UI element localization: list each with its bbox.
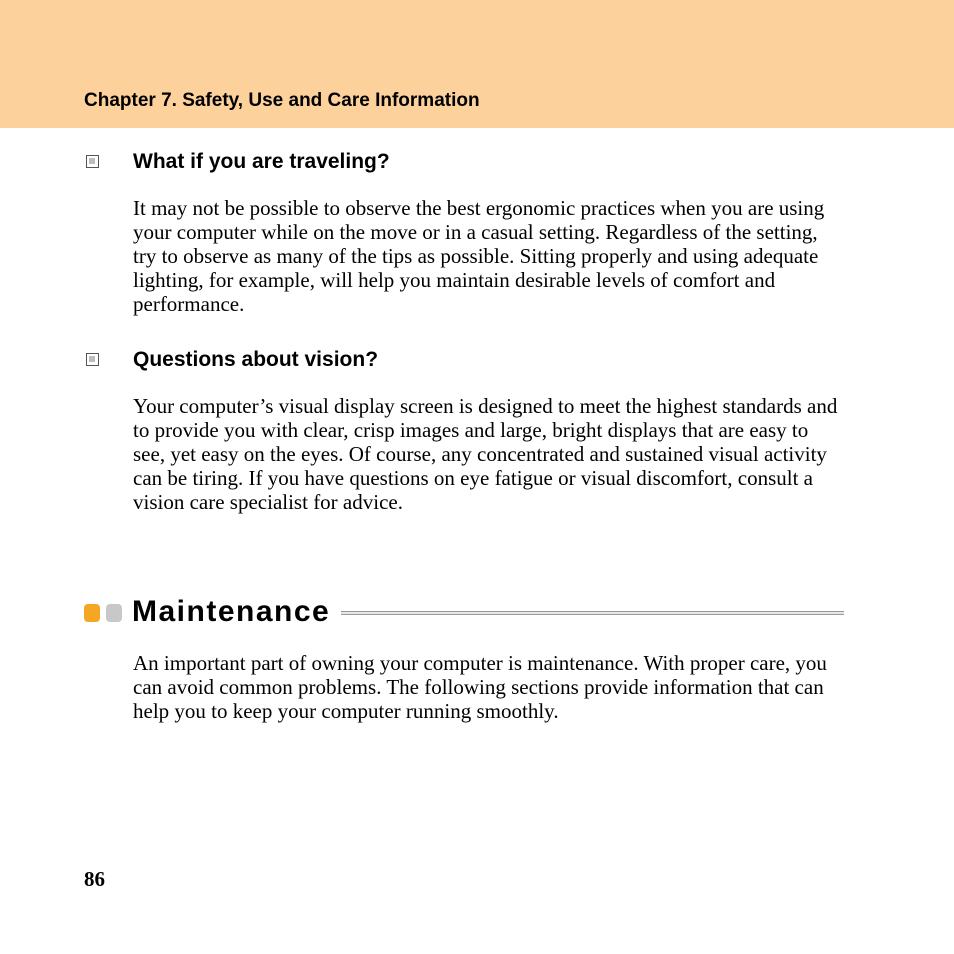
page-number: 86	[84, 867, 105, 891]
chapter-title: Chapter 7. Safety, Use and Care Information	[84, 90, 480, 111]
section-heading-traveling: What if you are traveling?	[133, 150, 390, 173]
square-bullet-icon	[86, 353, 99, 366]
maintenance-title: Maintenance	[132, 595, 331, 628]
section-heading-vision: Questions about vision?	[133, 348, 379, 371]
square-bullet-icon	[86, 155, 99, 168]
section-body-vision: Your computer’s visual display screen is designed to meet the highest standards and to provide you with clear, crisp images and large, bright displays that are easy to see, yet easy on the eyes. Of course, any concentrated and sustained visual activity can be tiring. If you have questions on eye fatigue or visual discomfort, consult a vision care specialist for advice.	[133, 394, 838, 514]
grey-square-icon	[106, 604, 122, 622]
maintenance-body: An important part of owning your computer is maintenance. With proper care, you can avoid common problems. The following sections provide information that can help you to keep your computer running smoothly.	[133, 651, 827, 723]
orange-square-icon	[84, 604, 100, 622]
section-body-traveling: It may not be possible to observe the best ergonomic practices when you are using your computer while on the move or in a casual setting. Regardless of the setting, try to observe as many of the tips as possible. Sitting properly and using adequate lighting, for example, will help you maintain desirable levels of comfort and performance.	[133, 196, 825, 316]
title-rule-divider	[341, 611, 844, 615]
